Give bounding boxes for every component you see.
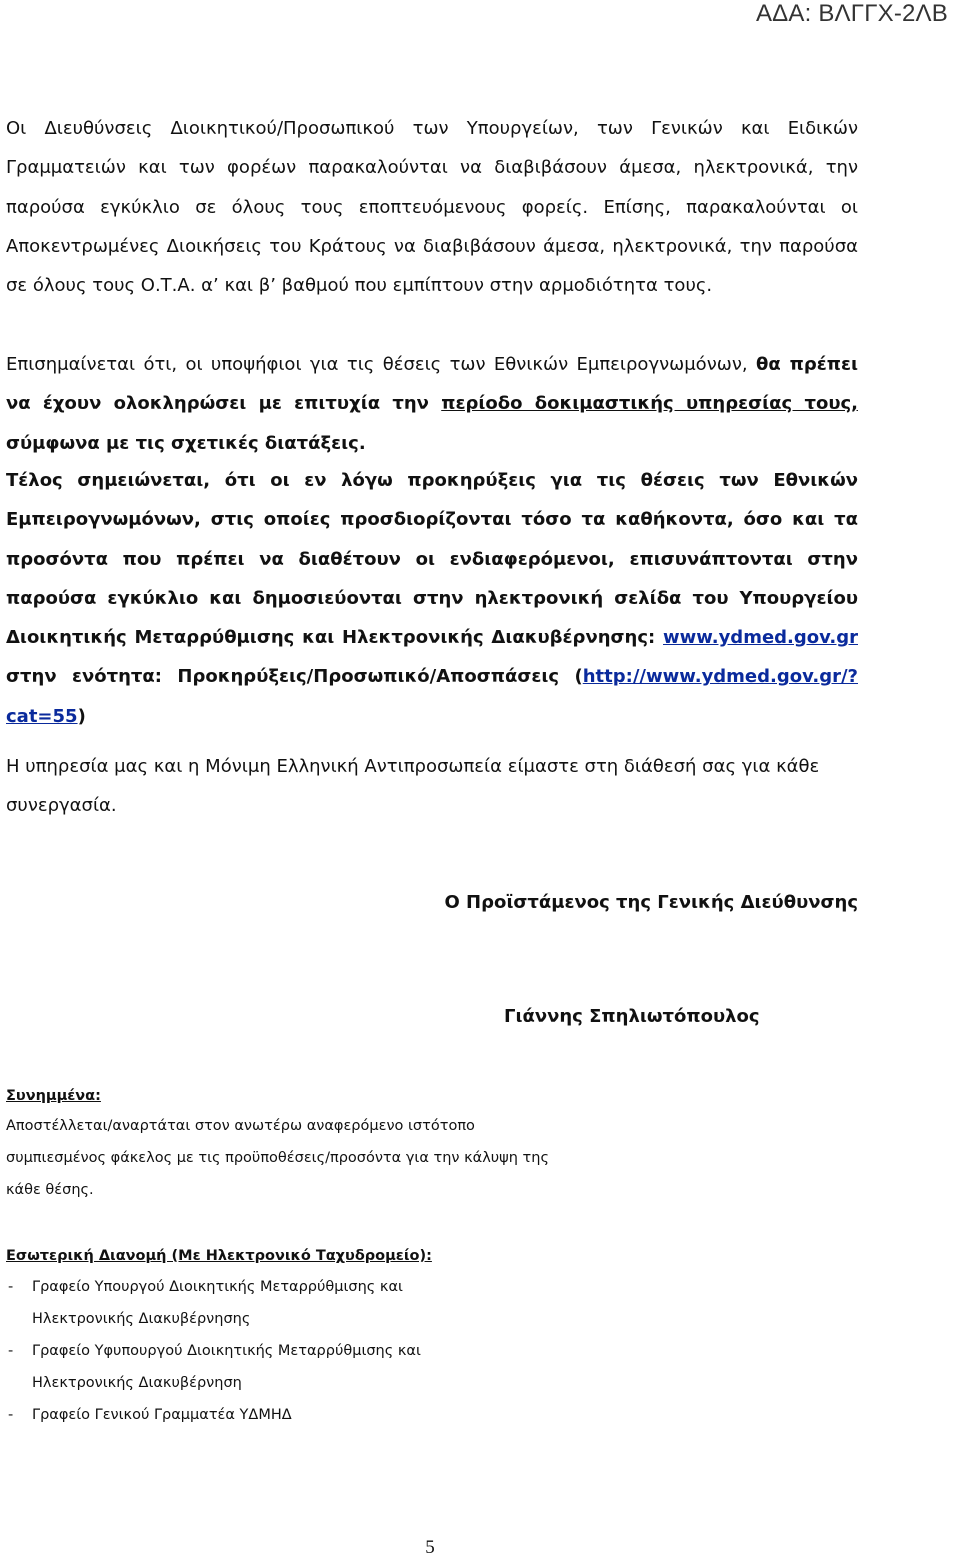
announcements-section-text: στην ενότητα: Προκηρύξεις/Προσωπικό/Αποσπάσεις (	[6, 666, 583, 688]
distribution-item	[6, 1335, 886, 1399]
announcements-close-paren: )	[77, 705, 86, 727]
paragraph-forwarding: Οι Διευθύνσεις Διοικητικού/Προσωπικού των Υπουργείων, των Γενικών και Ειδικών Γραμματειών και των φορέων παρακαλούνται να διαβιβάσουν άμεσα, ηλεκτρονικά, την παρούσα εγκύκλιο σε όλους τους εποπτευόμενους φορείς. Επίσης, παρακαλούνται οι Αποκεντρωμένες Διοικήσεις του Κράτους να διαβιβάσουν άμεσα, ηλεκτρονικά, την παρούσα σε όλους τους Ο.Τ.Α. α’ και β’ βαθμού που εμπίπτουν στην αρμοδιότητα τους.	[6, 118, 858, 297]
ministry-website-link[interactable]: www.ydmed.gov.gr	[663, 627, 858, 649]
attachments-text	[6, 1110, 886, 1206]
attachments-line: συμπιεσμένος φάκελος με τις προϋποθέσεις/προσόντα για την κάλυψη της	[6, 1150, 549, 1166]
distribution-heading: Εσωτερική Διανομή (Με Ηλεκτρονικό Ταχυδρομείο):	[6, 1248, 432, 1264]
signature-name: Γιάννης Σπηλιωτόπουλος	[504, 1006, 760, 1027]
distribution-item	[6, 1399, 886, 1431]
distribution-list	[6, 1271, 886, 1431]
paragraph-candidates-note	[6, 345, 858, 463]
signature-title: Ο Προϊστάμενος της Γενικής Διεύθυνσης	[444, 892, 858, 913]
distribution-item-line: - Γραφείο Γενικού Γραμματέα ΥΔΜΗΔ	[32, 1407, 292, 1423]
announcements-text: Τέλος σημειώνεται, ότι οι εν λόγω προκηρύξεις για τις θέσεις των Εθνικών Εμπειρογνωμόνων, στις οποίες προσδιορίζονται τόσο τα καθήκοντα, όσο και τα προσόντα που πρέπει να διαθέτουν οι ενδιαφερόμενοι, επισυνάπτονται στην παρούσα εγκύκλιο και δημοσιεύονται στην ηλεκτρονική σελίδα του Υπουργείου Διοικητικής Μεταρρύθμισης και Ηλεκτρονικής Διακυβέρνησης:	[6, 470, 858, 649]
candidates-note-bold: θα πρέπει να έχουν ολοκληρώσει με επιτυχία την	[6, 354, 858, 415]
distribution-item-line: - Γραφείο Υπουργού Διοικητικής Μεταρρύθμισης και	[32, 1279, 403, 1295]
attachments-line: κάθε θέσης.	[6, 1182, 94, 1198]
page-number: 5	[425, 1537, 435, 1558]
paragraph-announcements	[6, 461, 858, 736]
attachments-heading: Συνημμένα:	[6, 1088, 101, 1104]
distribution-item-line: - Γραφείο Υφυπουργού Διοικητικής Μεταρρύθμισης και	[32, 1343, 421, 1359]
distribution-item-line: Ηλεκτρονικής Διακυβέρνησης	[32, 1311, 251, 1327]
candidates-note-end: σύμφωνα με τις σχετικές διατάξεις.	[6, 432, 366, 454]
ada-code: ΑΔΑ: ΒΛΓΓΧ-2ΛΒ	[755, 0, 948, 27]
probation-period-text: περίοδο δοκιμαστικής υπηρεσίας τους,	[441, 393, 858, 415]
announcements-category-link[interactable]: http://www.ydmed.gov.gr/?cat=55	[6, 666, 858, 727]
distribution-item-line: Ηλεκτρονικής Διακυβέρνηση	[32, 1375, 242, 1391]
distribution-item	[6, 1271, 886, 1335]
candidates-note-text: Επισημαίνεται ότι, οι υποψήφιοι για τις θέσεις των Εθνικών Εμπειρογνωμόνων,	[6, 354, 756, 375]
attachments-line: Αποστέλλεται/αναρτάται στον ανωτέρω αναφερόμενο ιστότοπο	[6, 1118, 475, 1134]
paragraph-cooperation: Η υπηρεσία μας και η Μόνιμη Ελληνική Αντιπροσωπεία είμαστε στη διάθεσή σας για κάθε συνεργασία.	[6, 756, 820, 817]
